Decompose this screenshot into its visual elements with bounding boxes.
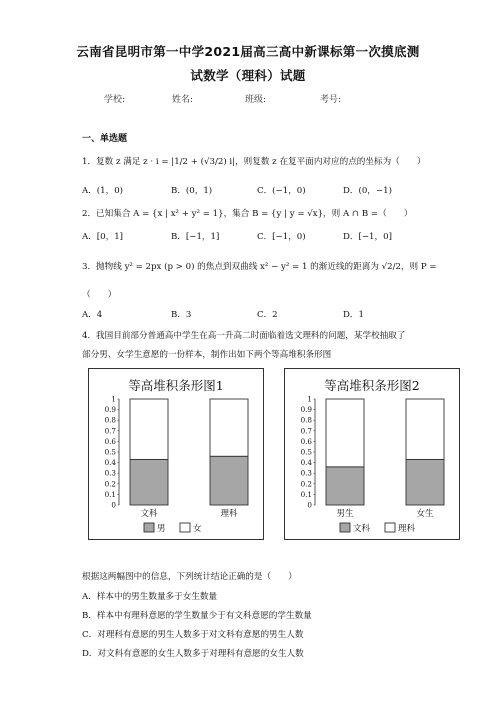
y-tick-label: 0.7: [104, 426, 116, 436]
bar-segment-lower: [130, 459, 168, 505]
chart-1-plot: [89, 369, 263, 539]
chart-2-title: 等高堆积条形图2: [324, 378, 420, 393]
y-tick-label: 0.8: [104, 415, 116, 425]
q4-option-b: B．样本中有理科意愿的学生数量少于有文科意愿的学生数量: [82, 611, 312, 621]
y-tick-label: 0.1: [104, 489, 116, 499]
y-tick-label: 0.6: [300, 436, 312, 446]
y-tick-label: 0: [111, 500, 116, 510]
bar-segment-lower: [406, 459, 444, 505]
name-label: 姓名:: [172, 95, 194, 105]
y-tick-label: 1: [111, 394, 116, 404]
y-tick-label: 0.1: [300, 489, 312, 499]
number-label: 考号:: [320, 95, 342, 105]
bar-segment-upper: [130, 399, 168, 459]
y-tick-label: 0.3: [104, 468, 116, 478]
q3-option-d: D．1: [343, 310, 364, 320]
bar-segment-upper: [406, 399, 444, 459]
q2-option-d: D．[−1，0]: [343, 232, 392, 242]
x-category-label: 女生: [416, 509, 434, 519]
y-tick-label: 1: [307, 394, 312, 404]
question-2-stem: 2．已知集合 A = {x | x² + y² = 1}，集合 B = {y | y = √x}，则 A ∩ B =（ ）: [82, 209, 413, 219]
q3-option-b: B．3: [171, 310, 192, 320]
exam-title-line2: 试数学（理科）试题: [190, 68, 306, 83]
q1-option-b: B．(0，1): [171, 186, 213, 196]
y-tick-label: 0.9: [104, 405, 116, 415]
y-tick-label: 0.5: [300, 447, 312, 457]
chart-2: [284, 368, 460, 540]
q2-option-b: B．[−1，1]: [171, 232, 220, 242]
legend-label: 女: [193, 524, 202, 534]
y-tick-label: 0.4: [300, 458, 312, 468]
bar-segment-upper: [326, 399, 364, 467]
bar-segment-upper: [210, 399, 248, 456]
question-4-prompt: 根据这两幅图中的信息，下列统计结论正确的是（ ）: [82, 572, 297, 582]
y-tick-label: 0.4: [104, 458, 116, 468]
chart-1: [88, 368, 264, 540]
bar-segment-lower: [326, 467, 364, 505]
class-label: 班级:: [245, 95, 267, 105]
q1-option-d: D．(0，−1): [343, 186, 392, 196]
q3-paren: （ ）: [82, 290, 117, 300]
x-category-label: 理科: [220, 509, 238, 519]
legend-label: 文科: [353, 524, 371, 534]
q1-option-c: C．(−1，0): [257, 186, 306, 196]
y-tick-label: 0.7: [300, 426, 312, 436]
question-1-stem: 1．复数 z 满足 z · i = |1/2 + (√3/2) i|，则复数 z 在复平面内对应的点的坐标为（ ）: [82, 157, 426, 167]
question-4-line2: 部分男、女学生意愿的一份样本，制作出如下两个等高堆积条形图: [82, 350, 332, 360]
legend-label: 理科: [398, 524, 416, 534]
q1-option-a: A．(1，0): [82, 186, 124, 196]
q3-option-c: C．2: [257, 310, 278, 320]
legend-swatch: [144, 523, 154, 532]
chart-2-plot: [285, 369, 459, 539]
y-tick-label: 0.9: [300, 405, 312, 415]
q2-option-a: A．[0，1]: [82, 232, 124, 242]
question-3-stem: 3．抛物线 y² = 2px (p > 0) 的焦点到双曲线 x² − y² = 1 的渐近线的距离为 √2/2，则 P =: [82, 262, 437, 272]
legend-label: 男: [157, 524, 166, 534]
x-category-label: 男生: [336, 509, 354, 519]
q3-option-a: A．4: [82, 310, 103, 320]
y-tick-label: 0: [307, 500, 312, 510]
legend-swatch: [385, 523, 395, 532]
school-label: 学校:: [104, 95, 126, 105]
section-heading: 一、单选题: [82, 134, 128, 144]
y-tick-label: 0.2: [104, 479, 116, 489]
y-tick-label: 0.6: [104, 436, 116, 446]
y-tick-label: 0.5: [104, 447, 116, 457]
question-4-line1: 4．我国目前部分普通高中学生在高一升高二时面临着选文理科的问题，某学校抽取了: [82, 331, 406, 341]
y-tick-label: 0.3: [300, 468, 312, 478]
q4-option-c: C．对理科有意愿的男生人数多于对文科有意愿的男生人数: [82, 630, 304, 640]
exam-title-line1: 云南省昆明市第一中学2021届高三高中新课标第一次摸底测: [76, 44, 420, 59]
chart-1-title: 等高堆积条形图1: [128, 378, 224, 393]
legend-swatch: [340, 523, 350, 532]
q4-option-a: A．样本中的男生数量多于女生数量: [82, 592, 218, 602]
legend-swatch: [180, 523, 190, 532]
q2-option-c: C．[−1，0): [257, 232, 306, 242]
y-tick-label: 0.8: [300, 415, 312, 425]
bar-segment-lower: [210, 456, 248, 505]
x-category-label: 文科: [140, 509, 158, 519]
q4-option-d: D．对文科有意愿的女生人数多于对理科有意愿的女生人数: [82, 649, 304, 659]
y-tick-label: 0.2: [300, 479, 312, 489]
